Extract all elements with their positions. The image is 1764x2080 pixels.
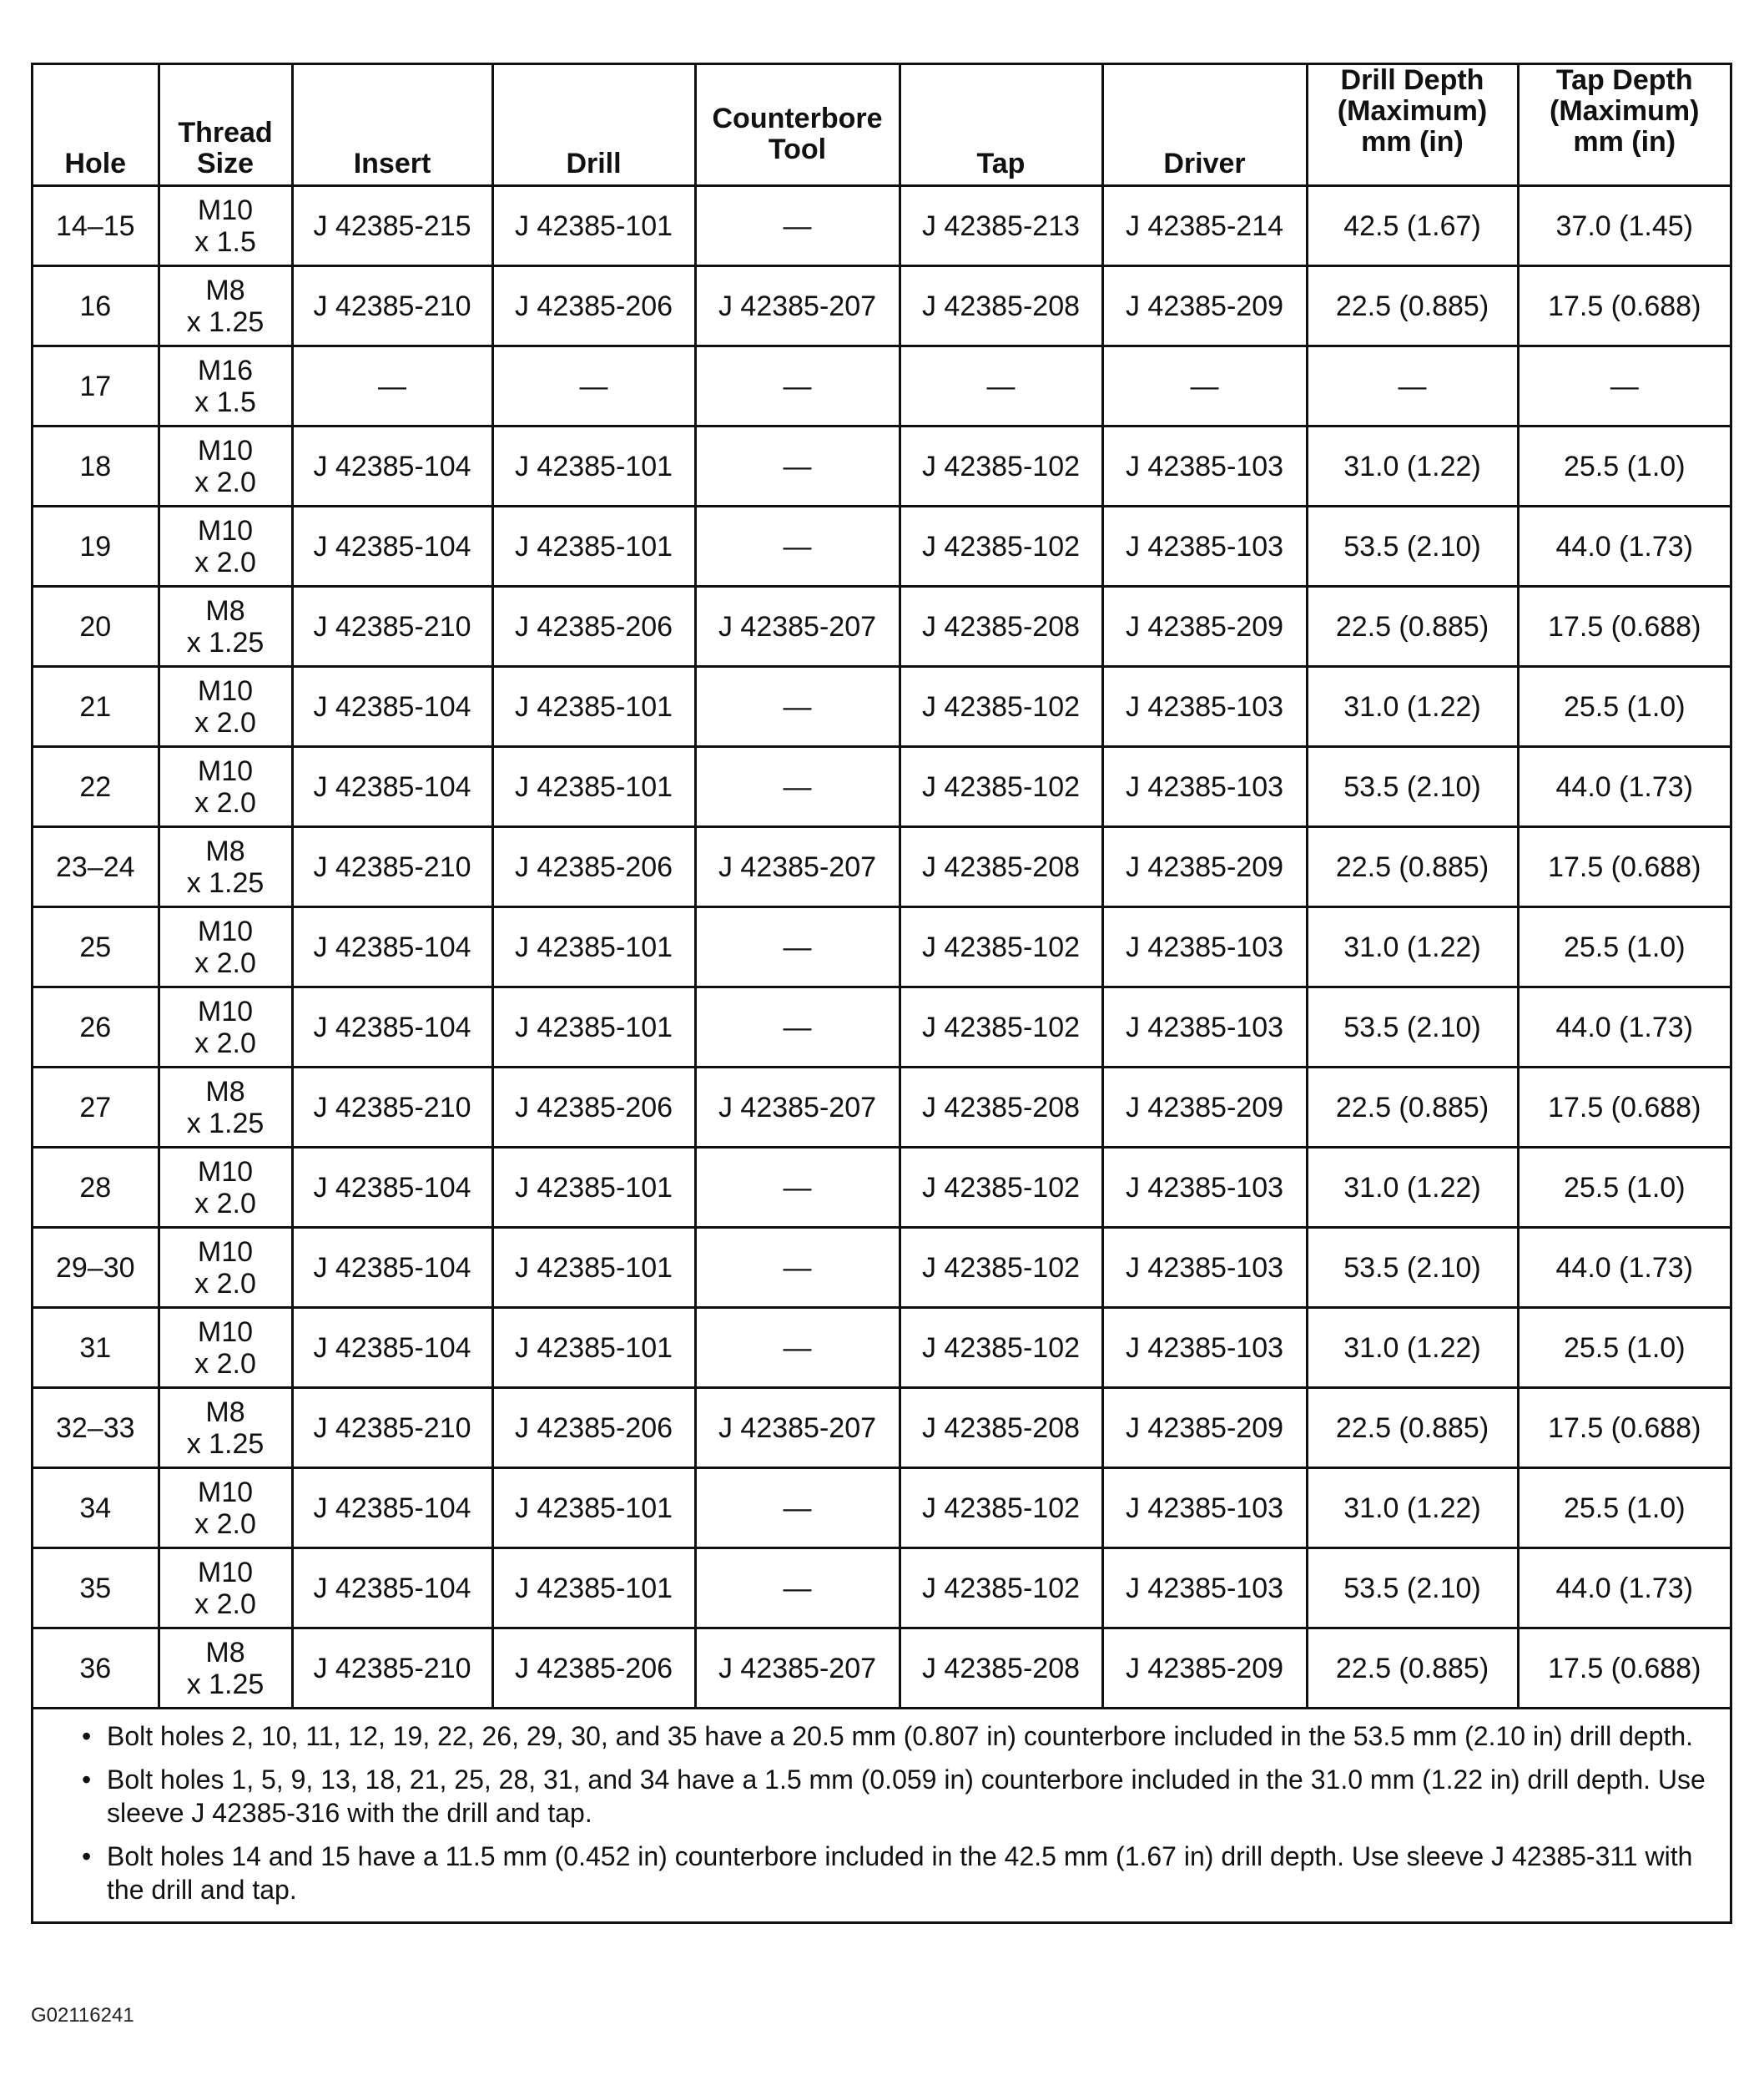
cell-tap-depth: 44.0 (1.73): [1518, 1548, 1730, 1628]
cell-thread-size: M10 x 2.0: [159, 987, 292, 1068]
cell-drill-depth: 31.0 (1.22): [1307, 1468, 1518, 1548]
cell-hole: 34: [33, 1468, 159, 1548]
cell-driver: J 42385-103: [1102, 667, 1307, 747]
cell-counterbore-tool: —: [695, 186, 900, 266]
cell-hole: 28: [33, 1148, 159, 1228]
table-row: [33, 747, 1730, 827]
cell-tap-depth: 17.5 (0.688): [1518, 1068, 1730, 1148]
bullet-icon: •: [82, 1764, 92, 1795]
cell-thread-size: M10 x 1.5: [159, 186, 292, 266]
cell-drill-depth: 22.5 (0.885): [1307, 1628, 1518, 1709]
cell-drill-depth: 22.5 (0.885): [1307, 587, 1518, 667]
cell-tap-depth: 17.5 (0.688): [1518, 266, 1730, 346]
cell-drill-depth: 31.0 (1.22): [1307, 427, 1518, 507]
cell-drill: J 42385-101: [492, 1228, 695, 1308]
cell-drill-depth: 22.5 (0.885): [1307, 827, 1518, 907]
cell-tap-depth: 17.5 (0.688): [1518, 1628, 1730, 1709]
cell-drill: J 42385-206: [492, 1388, 695, 1468]
table-row: [33, 1148, 1730, 1228]
cell-driver: J 42385-209: [1102, 827, 1307, 907]
cell-driver: J 42385-214: [1102, 186, 1307, 266]
cell-drill-depth: 31.0 (1.22): [1307, 1308, 1518, 1388]
cell-tap-depth: 37.0 (1.45): [1518, 186, 1730, 266]
cell-hole: 26: [33, 987, 159, 1068]
cell-tap: J 42385-102: [900, 747, 1102, 827]
cell-thread-size: M8 x 1.25: [159, 1068, 292, 1148]
cell-drill: J 42385-101: [492, 667, 695, 747]
cell-insert: J 42385-104: [292, 1548, 492, 1628]
bullet-icon: •: [82, 1841, 92, 1871]
table-row: [33, 587, 1730, 667]
header-drill-depth: Drill Depth (Maximum) mm (in): [1307, 65, 1518, 186]
cell-insert: J 42385-104: [292, 507, 492, 587]
header-hole: Hole: [33, 65, 159, 186]
cell-drill: J 42385-101: [492, 186, 695, 266]
cell-counterbore-tool: J 42385-207: [695, 827, 900, 907]
cell-drill: J 42385-206: [492, 827, 695, 907]
cell-tap: J 42385-208: [900, 1388, 1102, 1468]
cell-drill: J 42385-101: [492, 507, 695, 587]
table-row: [33, 987, 1730, 1068]
cell-driver: J 42385-209: [1102, 266, 1307, 346]
cell-insert: J 42385-210: [292, 1628, 492, 1709]
cell-drill: J 42385-101: [492, 1308, 695, 1388]
cell-driver: J 42385-103: [1102, 907, 1307, 987]
cell-drill-depth: 53.5 (2.10): [1307, 747, 1518, 827]
cell-hole: 29–30: [33, 1228, 159, 1308]
cell-counterbore-tool: —: [695, 346, 900, 427]
header-drill: Drill: [492, 65, 695, 186]
table-header-row: [33, 65, 1730, 186]
cell-thread-size: M8 x 1.25: [159, 587, 292, 667]
note-item: [58, 1763, 1718, 1830]
cell-tap: J 42385-102: [900, 667, 1102, 747]
cell-tap: J 42385-102: [900, 1228, 1102, 1308]
cell-tap-depth: 25.5 (1.0): [1518, 1148, 1730, 1228]
cell-tap-depth: 44.0 (1.73): [1518, 507, 1730, 587]
cell-counterbore-tool: J 42385-207: [695, 1388, 900, 1468]
cell-counterbore-tool: J 42385-207: [695, 266, 900, 346]
cell-drill-depth: 53.5 (2.10): [1307, 987, 1518, 1068]
cell-counterbore-tool: —: [695, 747, 900, 827]
cell-counterbore-tool: —: [695, 987, 900, 1068]
cell-tap-depth: 25.5 (1.0): [1518, 1308, 1730, 1388]
cell-tap: J 42385-102: [900, 1548, 1102, 1628]
table-row: [33, 266, 1730, 346]
cell-tap-depth: 25.5 (1.0): [1518, 427, 1730, 507]
cell-driver: J 42385-103: [1102, 427, 1307, 507]
cell-tap-depth: 17.5 (0.688): [1518, 1388, 1730, 1468]
cell-insert: J 42385-104: [292, 1308, 492, 1388]
header-tap: Tap: [900, 65, 1102, 186]
cell-tap: J 42385-102: [900, 987, 1102, 1068]
table-row: [33, 1548, 1730, 1628]
cell-thread-size: M10 x 2.0: [159, 747, 292, 827]
table-row: [33, 427, 1730, 507]
cell-tap: J 42385-208: [900, 266, 1102, 346]
cell-insert: J 42385-104: [292, 987, 492, 1068]
cell-drill: J 42385-101: [492, 1548, 695, 1628]
header-tap-depth: Tap Depth (Maximum) mm (in): [1518, 65, 1730, 186]
cell-tap-depth: 44.0 (1.73): [1518, 747, 1730, 827]
table-row: [33, 346, 1730, 427]
cell-counterbore-tool: —: [695, 667, 900, 747]
cell-hole: 14–15: [33, 186, 159, 266]
cell-tap: J 42385-208: [900, 1628, 1102, 1709]
note-text: Bolt holes 14 and 15 have a 11.5 mm (0.452 in) counterbore included in the 42.5 mm (1.67 in) drill depth. Use sleeve J 42385-311 with the drill and tap.: [107, 1841, 1693, 1905]
cell-drill: J 42385-101: [492, 1468, 695, 1548]
cell-drill-depth: 53.5 (2.10): [1307, 1228, 1518, 1308]
cell-driver: J 42385-103: [1102, 987, 1307, 1068]
header-driver: Driver: [1102, 65, 1307, 186]
cell-counterbore-tool: —: [695, 1468, 900, 1548]
table-row: [33, 1388, 1730, 1468]
note-item: [58, 1719, 1718, 1753]
cell-drill-depth: 53.5 (2.10): [1307, 507, 1518, 587]
cell-counterbore-tool: J 42385-207: [695, 1068, 900, 1148]
cell-tap: J 42385-208: [900, 587, 1102, 667]
cell-tap: J 42385-102: [900, 1468, 1102, 1548]
cell-drill-depth: 22.5 (0.885): [1307, 266, 1518, 346]
cell-driver: J 42385-209: [1102, 587, 1307, 667]
bullet-icon: •: [82, 1721, 92, 1751]
cell-driver: J 42385-103: [1102, 1228, 1307, 1308]
cell-drill: J 42385-101: [492, 907, 695, 987]
cell-tap-depth: 25.5 (1.0): [1518, 1468, 1730, 1548]
cell-insert: J 42385-210: [292, 1388, 492, 1468]
cell-counterbore-tool: —: [695, 1308, 900, 1388]
cell-driver: J 42385-103: [1102, 1148, 1307, 1228]
cell-drill: J 42385-101: [492, 987, 695, 1068]
figure-id: G02116241: [31, 2004, 134, 2027]
cell-drill: J 42385-206: [492, 587, 695, 667]
table-row: [33, 507, 1730, 587]
cell-insert: J 42385-104: [292, 667, 492, 747]
cell-hole: 36: [33, 1628, 159, 1709]
header-counterbore-tool: Counterbore Tool: [695, 65, 900, 186]
cell-insert: J 42385-104: [292, 1148, 492, 1228]
cell-thread-size: M10 x 2.0: [159, 1148, 292, 1228]
cell-tap-depth: 17.5 (0.688): [1518, 827, 1730, 907]
cell-insert: J 42385-210: [292, 827, 492, 907]
cell-driver: J 42385-103: [1102, 1308, 1307, 1388]
table-row: [33, 827, 1730, 907]
cell-insert: J 42385-104: [292, 747, 492, 827]
cell-drill: J 42385-101: [492, 747, 695, 827]
cell-drill: J 42385-206: [492, 266, 695, 346]
cell-thread-size: M10 x 2.0: [159, 1308, 292, 1388]
cell-tap-depth: 44.0 (1.73): [1518, 1228, 1730, 1308]
cell-hole: 16: [33, 266, 159, 346]
cell-hole: 32–33: [33, 1388, 159, 1468]
table-row: [33, 667, 1730, 747]
cell-hole: 35: [33, 1548, 159, 1628]
cell-insert: J 42385-215: [292, 186, 492, 266]
header-insert: Insert: [292, 65, 492, 186]
cell-thread-size: M10 x 2.0: [159, 427, 292, 507]
cell-driver: J 42385-103: [1102, 747, 1307, 827]
header-thread-size: Thread Size: [159, 65, 292, 186]
cell-drill-depth: 53.5 (2.10): [1307, 1548, 1518, 1628]
cell-counterbore-tool: —: [695, 1228, 900, 1308]
cell-tap-depth: —: [1518, 346, 1730, 427]
cell-tap: —: [900, 346, 1102, 427]
cell-driver: —: [1102, 346, 1307, 427]
table-body: [33, 186, 1730, 1709]
table-row: [33, 1068, 1730, 1148]
table-row: [33, 1228, 1730, 1308]
note-text: Bolt holes 1, 5, 9, 13, 18, 21, 25, 28, 31, and 34 have a 1.5 mm (0.059 in) counterbore included in the 31.0 mm (1.22 in) drill depth. Use sleeve J 42385-316 with the drill and tap.: [107, 1764, 1706, 1828]
cell-hole: 22: [33, 747, 159, 827]
notes-section: [33, 1709, 1730, 1921]
cell-drill: J 42385-206: [492, 1628, 695, 1709]
cell-counterbore-tool: —: [695, 427, 900, 507]
cell-drill-depth: —: [1307, 346, 1518, 427]
cell-thread-size: M10 x 2.0: [159, 1468, 292, 1548]
cell-tap-depth: 17.5 (0.688): [1518, 587, 1730, 667]
cell-tap: J 42385-213: [900, 186, 1102, 266]
table-row: [33, 1628, 1730, 1709]
cell-tap: J 42385-102: [900, 1148, 1102, 1228]
note-item: [58, 1840, 1718, 1906]
cell-tap: J 42385-102: [900, 907, 1102, 987]
cell-hole: 17: [33, 346, 159, 427]
cell-hole: 23–24: [33, 827, 159, 907]
table-row: [33, 1468, 1730, 1548]
cell-drill: J 42385-101: [492, 427, 695, 507]
cell-hole: 25: [33, 907, 159, 987]
cell-thread-size: M10 x 2.0: [159, 667, 292, 747]
cell-thread-size: M10 x 2.0: [159, 907, 292, 987]
cell-thread-size: M10 x 2.0: [159, 1548, 292, 1628]
cell-tap: J 42385-208: [900, 827, 1102, 907]
cell-driver: J 42385-209: [1102, 1068, 1307, 1148]
cell-thread-size: M16 x 1.5: [159, 346, 292, 427]
table-row: [33, 186, 1730, 266]
cell-tap: J 42385-102: [900, 427, 1102, 507]
cell-tap: J 42385-102: [900, 507, 1102, 587]
cell-drill: J 42385-206: [492, 1068, 695, 1148]
cell-hole: 27: [33, 1068, 159, 1148]
cell-tap-depth: 44.0 (1.73): [1518, 987, 1730, 1068]
cell-hole: 19: [33, 507, 159, 587]
cell-drill-depth: 31.0 (1.22): [1307, 907, 1518, 987]
cell-counterbore-tool: —: [695, 907, 900, 987]
cell-insert: J 42385-210: [292, 266, 492, 346]
cell-driver: J 42385-103: [1102, 507, 1307, 587]
cell-insert: J 42385-104: [292, 427, 492, 507]
cell-drill: —: [492, 346, 695, 427]
cell-drill-depth: 42.5 (1.67): [1307, 186, 1518, 266]
cell-insert: —: [292, 346, 492, 427]
cell-insert: J 42385-104: [292, 1228, 492, 1308]
cell-driver: J 42385-209: [1102, 1388, 1307, 1468]
cell-hole: 20: [33, 587, 159, 667]
cell-insert: J 42385-104: [292, 907, 492, 987]
cell-thread-size: M8 x 1.25: [159, 1628, 292, 1709]
cell-insert: J 42385-104: [292, 1468, 492, 1548]
cell-drill-depth: 31.0 (1.22): [1307, 667, 1518, 747]
cell-thread-size: M8 x 1.25: [159, 827, 292, 907]
cell-hole: 18: [33, 427, 159, 507]
table-row: [33, 907, 1730, 987]
note-text: Bolt holes 2, 10, 11, 12, 19, 22, 26, 29, 30, and 35 have a 20.5 mm (0.807 in) counterbore included in the 53.5 mm (2.10 in) drill depth.: [107, 1721, 1694, 1751]
cell-counterbore-tool: J 42385-207: [695, 1628, 900, 1709]
cell-drill-depth: 22.5 (0.885): [1307, 1068, 1518, 1148]
cell-driver: J 42385-209: [1102, 1628, 1307, 1709]
tool-table-frame: [31, 63, 1732, 1924]
cell-drill-depth: 22.5 (0.885): [1307, 1388, 1518, 1468]
thread-repair-tool-table: [33, 65, 1730, 1709]
cell-thread-size: M8 x 1.25: [159, 1388, 292, 1468]
cell-driver: J 42385-103: [1102, 1548, 1307, 1628]
cell-insert: J 42385-210: [292, 587, 492, 667]
cell-insert: J 42385-210: [292, 1068, 492, 1148]
cell-counterbore-tool: —: [695, 1548, 900, 1628]
cell-hole: 21: [33, 667, 159, 747]
cell-counterbore-tool: —: [695, 1148, 900, 1228]
cell-counterbore-tool: —: [695, 507, 900, 587]
cell-tap: J 42385-102: [900, 1308, 1102, 1388]
cell-tap-depth: 25.5 (1.0): [1518, 667, 1730, 747]
cell-tap-depth: 25.5 (1.0): [1518, 907, 1730, 987]
table-row: [33, 1308, 1730, 1388]
cell-thread-size: M10 x 2.0: [159, 507, 292, 587]
cell-thread-size: M10 x 2.0: [159, 1228, 292, 1308]
cell-tap: J 42385-208: [900, 1068, 1102, 1148]
cell-drill: J 42385-101: [492, 1148, 695, 1228]
cell-thread-size: M8 x 1.25: [159, 266, 292, 346]
cell-hole: 31: [33, 1308, 159, 1388]
cell-drill-depth: 31.0 (1.22): [1307, 1148, 1518, 1228]
cell-counterbore-tool: J 42385-207: [695, 587, 900, 667]
cell-driver: J 42385-103: [1102, 1468, 1307, 1548]
